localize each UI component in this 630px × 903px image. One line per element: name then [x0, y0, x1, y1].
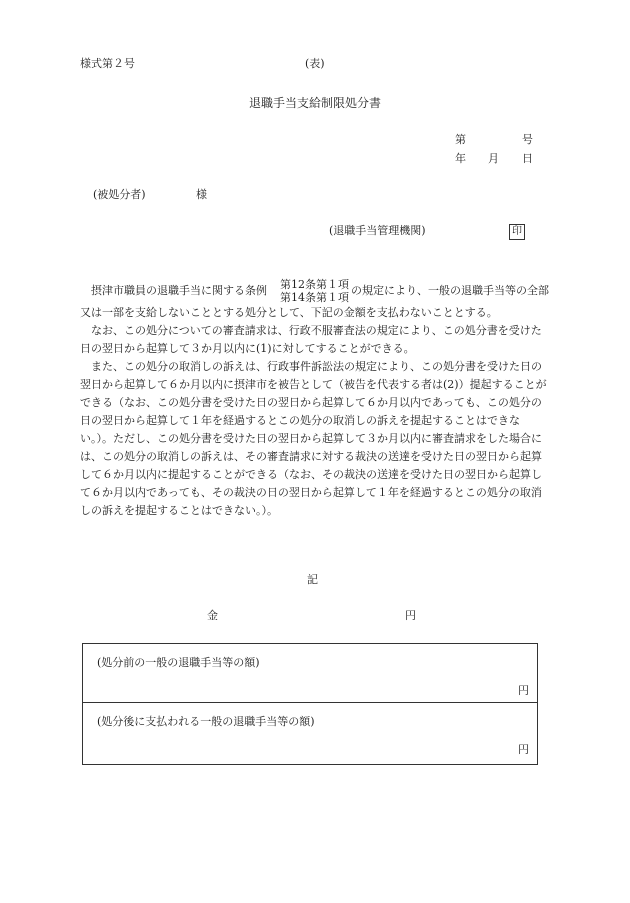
recipient-label: (被処分者) — [93, 188, 146, 201]
doc-number-go: 号 — [522, 133, 533, 146]
paragraph-2: なお、この処分についての審査請求は、行政不服審査法の規定により、この処分書を受けた日の翌日から起算して３か月以内に(1)に対してすることができる。 — [80, 324, 542, 355]
clause-2: 第14条第１項 — [280, 291, 349, 304]
form-number: 様式第２号 — [80, 57, 135, 70]
body-text — [80, 278, 550, 520]
clause-stack — [269, 278, 349, 304]
date-month: 月 — [488, 152, 499, 165]
post-amount-unit: 円 — [518, 743, 529, 756]
doc-number-dai: 第 — [455, 133, 466, 146]
post-amount-label: (処分後に支払われる一般の退職手当等の額) — [97, 715, 315, 728]
page-title: 退職手当支給制限処分書 — [249, 96, 382, 110]
paragraph-1 — [80, 278, 550, 322]
post-amount-row — [82, 703, 538, 765]
seal-mark: 印 — [509, 224, 525, 240]
recipient-honorific: 様 — [196, 188, 207, 201]
paragraph-3: また、この処分の取消しの訴えは、行政事件訴訟法の規定により、この処分書を受けた日の翌日から起算して６か月以内に摂津市を被告として（被告を代表する者は(2)）提起することができる（なお、この処分書を受けた日の翌日から起算して６か月以内であっても、この処分の日の翌日から起算して１年を経過するとこの処分の取消しの訴えを提起することはできない。）。ただし、この処分書を受けた日の翌日から起算して３か月以内に審査請求をした場合には、この処分の取消しの訴えは、その審査請求に対する裁決の送達を受けた日の翌日から起算して６か月以内に提起することができる（なお、その裁決の送達を受けた日の翌日から起算して６か月以内であっても、その裁決の日の翌日から起算して１年を経過するとこの処分の取消しの訴えを提起することはできない。）。 — [80, 360, 547, 517]
issuer-label: (退職手当管理機関) — [329, 224, 426, 237]
pre-amount-label: (処分前の一般の退職手当等の額) — [97, 656, 260, 669]
clause-1: 第12条第１項 — [280, 278, 349, 291]
ki-heading: 記 — [307, 573, 318, 586]
ordinance-suffix: の規定により、一般の退職手当等の全部又は一部を支給しないこととする処分として、下記の金額を支払わないこととする。 — [80, 284, 549, 319]
date-year: 年 — [455, 152, 466, 165]
amount-en: 円 — [405, 609, 416, 622]
date-day: 日 — [522, 152, 533, 165]
amount-kin: 金 — [207, 609, 218, 622]
ordinance-prefix: 摂津市職員の退職手当に関する条例 — [91, 284, 267, 297]
pre-amount-unit: 円 — [518, 684, 529, 697]
pre-amount-row — [82, 643, 538, 703]
side-label: (表) — [305, 57, 325, 70]
